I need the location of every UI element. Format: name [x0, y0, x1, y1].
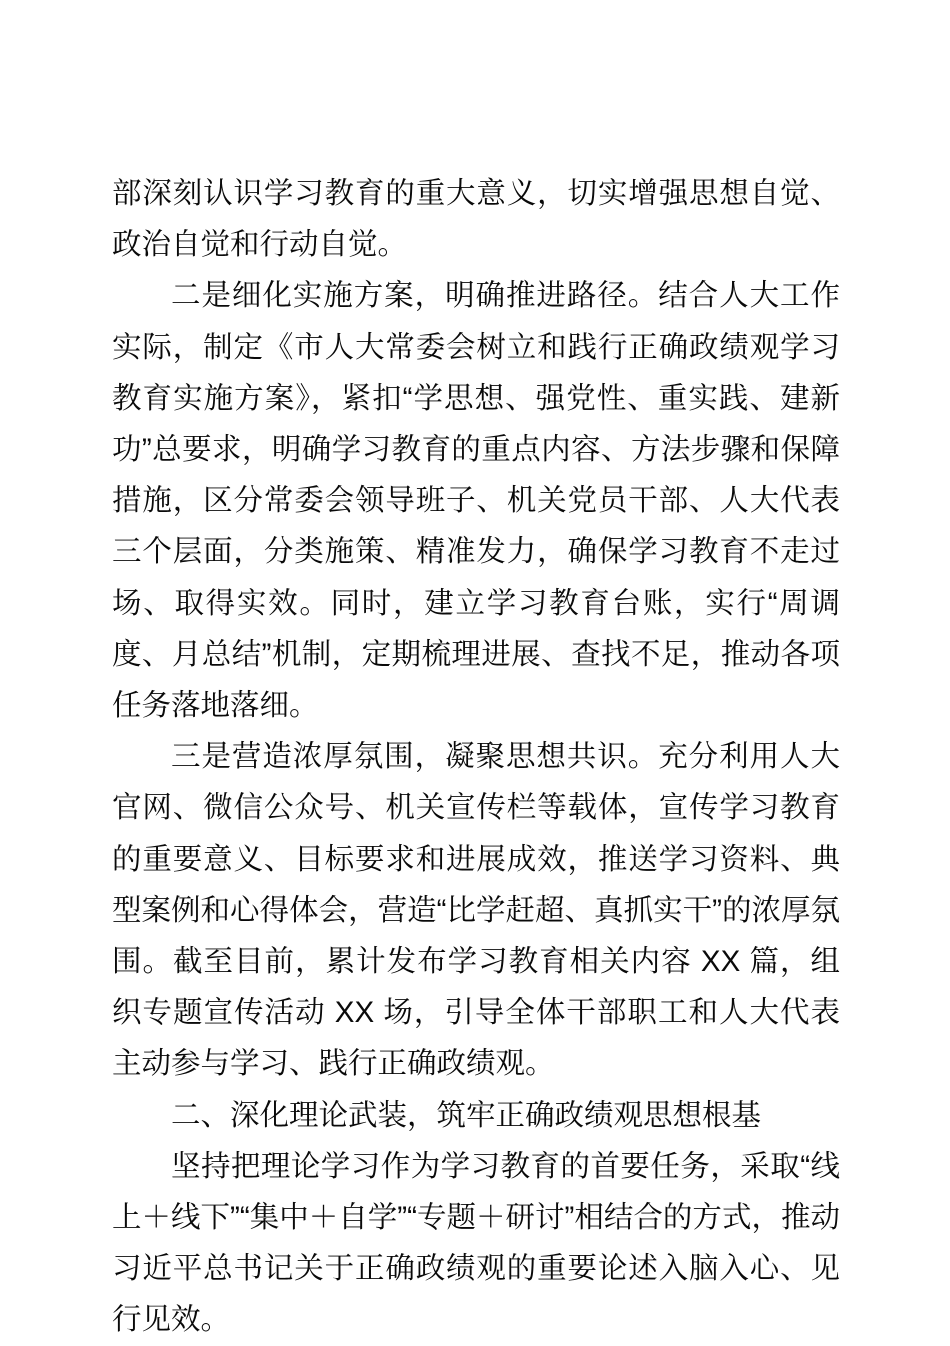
paragraph-item-three: 三是营造浓厚氛围，凝聚思想共识。充分利用人大官网、微信公众号、机关宣传栏等载体，宣传学习教育的重要意义、目标要求和进展成效，推送学习资料、典型案例和心得体会，营造“比学赶超、真抓实干”的浓厚氛围。截至目前，累计发布学习教育相关内容 XX 篇，组织专题宣传活动 XX 场，引导全体干部职工和人大代表主动参与学习、践行正确政绩观。 [112, 740, 840, 1081]
paragraph-item-two: 二是细化实施方案，明确推进路径。结合人大工作实际，制定《市人大常委会树立和践行正确政绩观学习教育实施方案》，紧扣“学思想、强党性、重实践、建新功”总要求，明确学习教育的重点内容、方法步骤和保障措施，区分常委会领导班子、机关党员干部、人大代表三个层面，分类施策、精准发力，确保学习教育不走过场、取得实效。同时，建立学习教育台账，实行“周调度、月总结”机制，定期梳理进展、查找不足，推动各项任务落地落细。 [112, 279, 840, 723]
paragraph-continuation: 部深刻认识学习教育的重大意义，切实增强思想自觉、政治自觉和行动自觉。 [112, 177, 840, 262]
paragraph-section-two-body: 坚持把理论学习作为学习教育的首要任务，采取“线上＋线下”“集中＋自学”“专题＋研讨”相结合的方式，推动习近平总书记关于正确政绩观的重要论述入脑入心、见行见效。 [112, 1149, 840, 1337]
section-heading-two: 二、深化理论武装，筑牢正确政绩观思想根基 [171, 1098, 762, 1132]
document-text-body [112, 168, 840, 1346]
